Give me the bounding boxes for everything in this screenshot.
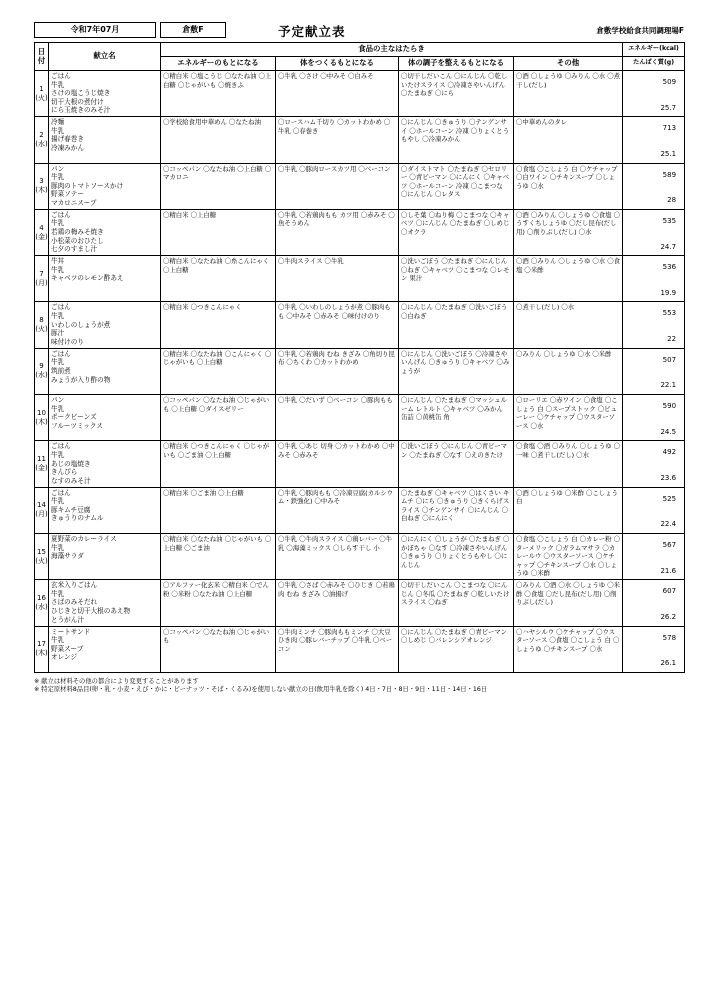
day-number: 7 [39,269,44,278]
condition-foods-cell: 〇にんにく 〇しょうが 〇たまねぎ 〇かぼちゃ 〇なす 〇冷凍さやいんげん 〇きゅうり 〇りょくとうもやし 〇にんじん [399,533,514,579]
energy-foods-cell: 〇学校給食用中華めん 〇なたね油 [161,117,276,163]
menu-cell: 冷麺 牛乳 揚げ春巻き 冷凍みかん [49,117,161,163]
nutrition-cell [623,71,685,117]
body-foods-cell: 〇牛乳 〇豚肉もも 〇冷凍豆腐(カルシウム・鉄強化) 〇中みそ [276,487,399,533]
day-number: 16 [37,593,46,602]
protein-value: 24.5 [660,427,677,436]
other-foods-cell: 〇酒 〇みりん 〇しょうゆ 〇水 〇食塩 〇米酢 [514,256,623,302]
weekday: (金) [35,464,48,473]
table-row [35,626,685,672]
weekday: (木) [35,186,48,195]
nutrition-cell [623,441,685,487]
page-title: 予定献立表 [278,24,346,39]
other-foods-cell: 〇みりん 〇しょうゆ 〇水 〇米酢 [514,348,623,394]
condition-foods-cell: 〇にんじん 〇洗いごぼう 〇冷凍さやいんげん 〇きゅうり 〇キャベツ 〇みょうが [399,348,514,394]
note-change: ※ 献立は材料その他の都合により変更することがあります [34,677,199,685]
body-foods-cell: 〇牛肉スライス 〇牛乳 [276,256,399,302]
other-foods-cell: 〇食塩 〇酒 〇みりん 〇しょうゆ 〇一味 〇煮干し(だし) 〇水 [514,441,623,487]
energy-value: 578 [662,633,677,642]
day-cell [35,533,49,579]
condition-foods-cell: 〇洗いごぼう 〇たまねぎ 〇にんじん 〇ねぎ 〇キャベツ 〇こまつな 〇レモン 果汁 [399,256,514,302]
energy-foods-cell: 〇精白米 〇塩こうじ 〇なたね油 〇上白糖 〇じゃがいも 〇焼きふ [161,71,276,117]
condition-foods-cell: 〇にんじん 〇たまねぎ 〇洗いごぼう 〇白ねぎ [399,302,514,348]
weekday: (水) [35,602,48,611]
energy-foods-cell: 〇精白米 〇つきこんにゃく [161,302,276,348]
day-cell [35,71,49,117]
menu-sheet [34,22,684,695]
protein-value: 24.7 [660,242,677,251]
table-row [35,395,685,441]
other-foods-cell: 〇煮干し(だし) 〇水 [514,302,623,348]
other-foods-cell: 〇ハヤシルウ 〇ケチャップ 〇ウスターソース 〇食塩 〇こしょう 白 〇しょうゆ 〇チキンスープ 〇水 [514,626,623,672]
day-cell [35,441,49,487]
body-group-header: 体をつくるもとになる [276,57,399,71]
menu-cell: パン 牛乳 豚肉のトマトソースかけ 野菜ソテー マカロニスープ [49,163,161,209]
nutrition-cell [623,626,685,672]
day-cell [35,302,49,348]
weekday: (月) [35,278,48,287]
weekday: (火) [35,556,48,565]
condition-foods-cell: 〇切干しだいこん 〇こまつな 〇にんじん 〇冬瓜 〇たまねぎ 〇乾しいたけスライス 〇ねぎ [399,580,514,626]
other-foods-cell: 〇食塩 〇こしょう 白 〇ケチャップ 〇白ワイン 〇チキンスープ 〇しょうゆ 〇水 [514,163,623,209]
sheet-header [34,22,684,40]
energy-foods-cell: 〇コッペパン 〇なたね油 〇じゃがいも [161,626,276,672]
notes [34,678,684,695]
weekday: (火) [35,93,48,102]
energy-foods-cell: 〇コッペパン 〇なたね油 〇じゃがいも 〇上白糖 〇ダイスゼリー [161,395,276,441]
table-row [35,163,685,209]
energy-value: 509 [662,78,677,86]
menu-cell: ごはん 牛乳 いわしのしょうが煮 豚汁 味付けのり [49,302,161,348]
condition-foods-cell: 〇にんじん 〇きゅうり 〇テンゲンサイ 〇ホールコーン 冷凍 〇りょくとうもやし 〇冷凍みかん [399,117,514,163]
condition-group-header: 体の調子を整えるもとになる [399,57,514,71]
energy-value: 525 [662,494,677,503]
other-foods-cell: 〇食塩 〇こしょう 白 〇カレー粉 〇ターメリック 〇ガラムマサラ 〇カレールウ 〇ウスターソース 〇ケチャップ 〇チキンスープ 〇水 〇しょうゆ 〇米酢 [514,533,623,579]
protein-value: 28 [667,196,677,205]
energy-foods-cell: 〇アルファー化玄米 〇精白米 〇でん粉 〇米粉 〇なたね油 〇上白糖 [161,580,276,626]
other-foods-cell: 〇酒 〇しょうゆ 〇みりん 〇水 〇煮干し(だし) [514,71,623,117]
day-cell [35,348,49,394]
table-row [35,580,685,626]
energy-value: 607 [662,587,677,596]
protein-value: 19.9 [660,288,677,297]
nutrition-cell [623,209,685,255]
table-row [35,71,685,117]
body-foods-cell: 〇牛乳 〇若鶏肉 むね きざみ 〇角切り昆布 〇ちくわ 〇カットわかめ [276,348,399,394]
energy-foods-cell: 〇精白米 〇ごま油 〇上白糖 [161,487,276,533]
other-header: その他 [514,57,623,71]
kitchen-name: 倉敷学校給食共同調理場F [596,26,684,35]
nutrition-cell [623,395,685,441]
day-cell [35,580,49,626]
nutrition-cell [623,256,685,302]
body-foods-cell: 〇牛乳 〇豚肉ロースカツ用 〇ベーコン [276,163,399,209]
condition-foods-cell: 〇しそ葉 〇ねり梅 〇こまつな 〇キャベツ 〇にんじん 〇たまねぎ 〇しめじ 〇オクラ [399,209,514,255]
month-box: 令和7年07月 [34,22,156,38]
protein-value: 22.4 [660,520,677,529]
area-box: 倉敷F [160,22,226,38]
table-row [35,256,685,302]
day-number: 3 [39,177,44,186]
weekday: (月) [35,510,48,519]
energy-foods-cell: 〇精白米 〇つきこんにゃく 〇じゃがいも 〇ごま油 〇上白糖 [161,441,276,487]
body-foods-cell: 〇牛乳 〇だいず 〇ベーコン 〇豚肉もも [276,395,399,441]
body-foods-cell: 〇牛肉ミンチ 〇豚肉ももミンチ 〇大豆ひき肉 〇豚レバーチップ 〇牛乳 〇ベーコン [276,626,399,672]
condition-foods-cell: 〇切干しだいこん 〇にんじん 〇乾しいたけスライス 〇冷凍さやいんげん 〇たまねぎ 〇にら [399,71,514,117]
weekday: (金) [35,232,48,241]
protein-header: たんぱく質(g) [623,57,685,71]
energy-value: 567 [662,540,677,549]
body-foods-cell: 〇牛乳 〇若鶏肉もも カツ用 〇赤みそ 〇魚そうめん [276,209,399,255]
food-group-header: 食品の主なはたらき [161,43,623,57]
weekday: (木) [35,417,48,426]
nutrition-cell [623,163,685,209]
body-foods-cell: 〇牛乳 〇さば 〇赤みそ 〇ひじき 〇若鶏肉 むね きざみ 〇油揚げ [276,580,399,626]
condition-foods-cell: 〇洗いごぼう 〇にんじん 〇青ピーマン 〇たまねぎ 〇なす 〇えのきたけ [399,441,514,487]
day-number: 15 [37,547,46,556]
menu-cell: ごはん 牛乳 筑前煮 みょうが入り酢の物 [49,348,161,394]
energy-foods-cell: 〇精白米 〇なたね油 〇こんにゃく 〇じゃがいも 〇上白糖 [161,348,276,394]
other-foods-cell: 〇酒 〇みりん 〇しょうゆ 〇食塩 〇うすくちしょうゆ 〇だし昆布(だし用) 〇削りぶし(だし) 〇水 [514,209,623,255]
protein-value: 22.1 [660,381,677,390]
other-foods-cell: 〇みりん 〇酒 〇水 〇しょうゆ 〇米酢 〇食塩 〇だし昆布(だし用) 〇削りぶし(だし) [514,580,623,626]
energy-foods-cell: 〇精白米 〇なたね油 〇糸こんにゃく 〇上白糖 [161,256,276,302]
protein-value: 21.6 [660,566,677,575]
nutrition-cell [623,302,685,348]
energy-value: 713 [662,124,677,133]
day-cell [35,395,49,441]
day-number: 2 [39,130,44,139]
day-cell [35,487,49,533]
other-foods-cell: 〇ローリエ 〇赤ワイン 〇食塩 〇こしょう 白 〇スープストック 〇ピューレー 〇ケチャップ 〇ウスターソース 〇水 [514,395,623,441]
protein-value: 25.7 [660,103,677,112]
energy-header: エネルギー(kcal) [623,43,685,57]
day-number: 4 [39,223,44,232]
day-number: 8 [39,316,44,325]
body-foods-cell: 〇牛乳 〇あじ 切身 〇カットわかめ 〇中みそ 〇赤みそ [276,441,399,487]
day-number: 11 [37,455,46,464]
energy-foods-cell: 〇精白米 〇上白糖 [161,209,276,255]
nutrition-cell [623,533,685,579]
energy-foods-cell: 〇コッペパン 〇なたね油 〇上白糖 〇マカロニ [161,163,276,209]
table-row [35,441,685,487]
energy-value: 536 [662,263,677,272]
menu-cell: パン 牛乳 ポークビーンズ フルーツミックス [49,395,161,441]
nutrition-cell [623,117,685,163]
energy-value: 535 [662,216,677,225]
protein-value: 23.6 [660,474,677,483]
menu-cell: ごはん 牛乳 さけの塩こうじ焼き 切干大根の煮付け にら玉焼きのみそ汁 [49,71,161,117]
weekday: (木) [35,649,48,658]
menu-cell: ごはん 牛乳 あじの塩焼き きんぴら なすのみそ汁 [49,441,161,487]
menu-cell: 玄米入りごはん 牛乳 さばのみそだれ ひじきと切干大根のあえ物 とうがん汁 [49,580,161,626]
day-number: 10 [37,408,46,417]
condition-foods-cell: 〇にんじん 〇たまねぎ 〇青ピーマン 〇しめじ 〇バレンシアオレンジ [399,626,514,672]
menu-table [34,42,685,673]
menu-cell: 夏野菜のカレーライス 牛乳 海藻サラダ [49,533,161,579]
day-number: 9 [39,362,44,371]
day-cell [35,256,49,302]
day-cell [35,209,49,255]
energy-value: 553 [662,309,677,318]
day-cell [35,163,49,209]
day-cell [35,626,49,672]
day-number: 14 [37,501,46,510]
body-foods-cell: 〇ロースハム千切り 〇カットわかめ 〇牛乳 〇春巻き [276,117,399,163]
day-header: 日付 [35,43,49,71]
protein-value: 22 [667,335,677,344]
energy-value: 507 [662,355,677,364]
condition-foods-cell: 〇たまねぎ 〇キャベツ 〇はくさい キムチ 〇にら 〇きゅうり 〇きくらげスライス 〇チンゲンサイ 〇にんじん 〇白ねぎ 〇にんにく [399,487,514,533]
table-row [35,487,685,533]
menu-header: 献立名 [49,43,161,71]
table-row [35,348,685,394]
menu-cell: ミートサンド 牛乳 野菜スープ オレンジ [49,626,161,672]
nutrition-cell [623,348,685,394]
other-foods-cell: 〇中華めんのタレ [514,117,623,163]
nutrition-cell [623,580,685,626]
note-allergen: ※ 特定原材料8品目(卵・乳・小麦・えび・かに・ピーナッツ・そば・くるみ)を使用しない献立の日(飲用牛乳を除く) 4日・7日・8日・9日・11日・14日・16日 [34,686,488,694]
day-cell [35,117,49,163]
energy-value: 589 [662,170,677,179]
menu-cell: ごはん 牛乳 豚キムチ豆腐 きゅうりのナムル [49,487,161,533]
menu-cell: ごはん 牛乳 若鶏の梅みそ焼き 小松菜のおひたし 七夕のすまし汁 [49,209,161,255]
nutrition-cell [623,487,685,533]
weekday: (水) [35,139,48,148]
protein-value: 26.2 [660,612,677,621]
energy-foods-cell: 〇精白米 〇なたね油 〇じゃがいも 〇上白糖 〇ごま油 [161,533,276,579]
day-number: 1 [39,84,44,93]
day-number: 17 [37,640,46,649]
other-foods-cell: 〇酒 〇しょうゆ 〇米酢 〇こしょう 白 [514,487,623,533]
menu-cell: 牛丼 牛乳 キャベツのレモン酢あえ [49,256,161,302]
energy-value: 492 [662,448,677,457]
protein-value: 25.1 [660,150,677,158]
table-row [35,209,685,255]
weekday: (火) [35,325,48,334]
energy-group-header: エネルギーのもとになる [161,57,276,71]
condition-foods-cell: 〇にんじん 〇たまねぎ 〇マッシュルーム レトルト 〇キャベツ 〇みかん 缶詰 〇黄桃缶 角 [399,395,514,441]
table-row [35,302,685,348]
weekday: (水) [35,371,48,380]
body-foods-cell: 〇牛乳 〇いわしのしょうが煮 〇豚肉もも 〇中みそ 〇赤みそ 〇味付けのり [276,302,399,348]
protein-value: 26.1 [660,659,677,668]
body-foods-cell: 〇牛乳 〇牛肉スライス 〇鶏レバー 〇牛乳 〇海藻ミックス 〇しらす干し 小 [276,533,399,579]
body-foods-cell: 〇牛乳 〇さけ 〇中みそ 〇白みそ [276,71,399,117]
energy-value: 590 [662,402,677,411]
condition-foods-cell: 〇ダイストマト 〇たまねぎ 〇セロリー 〇青ピーマン 〇にんにく 〇キャベツ 〇ホールコーン 冷凍 〇こまつな 〇にんじん 〇レタス [399,163,514,209]
table-row [35,117,685,163]
table-row [35,533,685,579]
